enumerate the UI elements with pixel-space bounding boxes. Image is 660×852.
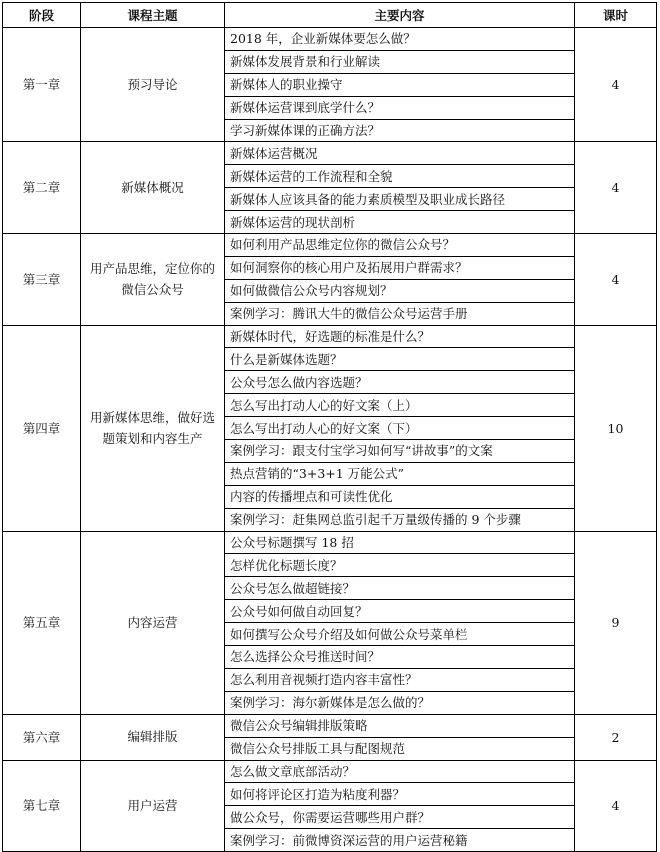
content-item: 新媒体人的职业操守 (225, 73, 575, 96)
content-item: 如何利用产品思维定位你的微信公众号？ (225, 234, 575, 257)
content-item: 怎么利用音视频打造内容丰富性？ (225, 668, 575, 691)
content-item: 公众号怎么做内容选题？ (225, 371, 575, 394)
content-item: 微信公众号编辑排版策略 (225, 714, 575, 737)
chapter-hours: 10 (575, 325, 657, 531)
table-body (3, 28, 657, 852)
content-item: 公众号怎么做超链接？ (225, 577, 575, 600)
content-item: 微信公众号排版工具与配图规范 (225, 737, 575, 760)
chapter-hours: 2 (575, 714, 657, 760)
chapter-stage: 第二章 (3, 142, 81, 234)
header-stage: 阶段 (3, 3, 81, 28)
chapter-topic: 用户运营 (81, 760, 225, 852)
table-row (3, 714, 657, 737)
chapter-stage: 第三章 (3, 234, 81, 326)
table-header-row (3, 3, 657, 28)
content-item: 新媒体发展背景和行业解读 (225, 50, 575, 73)
content-item: 新媒体运营的现状剖析 (225, 211, 575, 234)
content-item: 如何撰写公众号介绍及如何做公众号菜单栏 (225, 623, 575, 646)
header-hours: 课时 (575, 3, 657, 28)
chapter-stage: 第一章 (3, 28, 81, 142)
content-item: 怎么选择公众号推送时间？ (225, 646, 575, 669)
chapter-stage: 第七章 (3, 760, 81, 852)
chapter-hours: 4 (575, 142, 657, 234)
table-row (3, 531, 657, 554)
content-item: 如何做微信公众号内容规划？ (225, 279, 575, 302)
table-row (3, 28, 657, 51)
chapter-hours: 4 (575, 760, 657, 852)
content-item: 内容的传播埋点和可读性优化 (225, 485, 575, 508)
chapter-hours: 4 (575, 28, 657, 142)
chapter-hours: 4 (575, 234, 657, 326)
content-item: 热点营销的“3+3+1 万能公式” (225, 462, 575, 485)
content-item: 新媒体人应该具备的能力素质模型及职业成长路径 (225, 188, 575, 211)
chapter-stage: 第五章 (3, 531, 81, 714)
chapter-topic: 用产品思维，定位你的微信公众号 (81, 234, 225, 326)
content-item: 如何将评论区打造为粘度利器？ (225, 783, 575, 806)
chapter-topic: 编辑排版 (81, 714, 225, 760)
chapter-topic: 内容运营 (81, 531, 225, 714)
content-item: 怎样优化标题长度？ (225, 554, 575, 577)
content-item: 新媒体运营课到底学什么？ (225, 96, 575, 119)
content-item: 案例学习：海尔新媒体是怎么做的？ (225, 691, 575, 714)
content-item: 怎么写出打动人心的好文案（下） (225, 417, 575, 440)
table-row (3, 760, 657, 783)
table-row (3, 142, 657, 165)
course-table (2, 2, 657, 852)
header-topic: 课程主题 (81, 3, 225, 28)
chapter-topic: 用新媒体思维，做好选题策划和内容生产 (81, 325, 225, 531)
content-item: 公众号标题撰写 18 招 (225, 531, 575, 554)
header-content: 主要内容 (225, 3, 575, 28)
content-item: 案例学习：前微博资深运营的用户运营秘籍 (225, 829, 575, 852)
table-row (3, 234, 657, 257)
content-item: 新媒体时代，好选题的标准是什么？ (225, 325, 575, 348)
content-item: 如何洞察你的核心用户及拓展用户群需求？ (225, 256, 575, 279)
chapter-stage: 第六章 (3, 714, 81, 760)
content-item: 学习新媒体课的正确方法？ (225, 119, 575, 142)
content-item: 2018 年，企业新媒体要怎么做？ (225, 28, 575, 51)
content-item: 案例学习：跟支付宝学习如何写“讲故事”的文案 (225, 440, 575, 463)
content-item: 做公众号，你需要运营哪些用户群？ (225, 806, 575, 829)
chapter-hours: 9 (575, 531, 657, 714)
content-item: 案例学习：赶集网总监引起千万量级传播的 9 个步骤 (225, 508, 575, 531)
content-item: 案例学习：腾讯大牛的微信公众号运营手册 (225, 302, 575, 325)
chapter-topic: 新媒体概况 (81, 142, 225, 234)
content-item: 怎么写出打动人心的好文案（上） (225, 394, 575, 417)
content-item: 新媒体运营概况 (225, 142, 575, 165)
content-item: 新媒体运营的工作流程和全貌 (225, 165, 575, 188)
content-item: 公众号如何做自动回复？ (225, 600, 575, 623)
content-item: 什么是新媒体选题？ (225, 348, 575, 371)
content-item: 怎么做文章底部活动？ (225, 760, 575, 783)
chapter-stage: 第四章 (3, 325, 81, 531)
chapter-topic: 预习导论 (81, 28, 225, 142)
table-row (3, 325, 657, 348)
